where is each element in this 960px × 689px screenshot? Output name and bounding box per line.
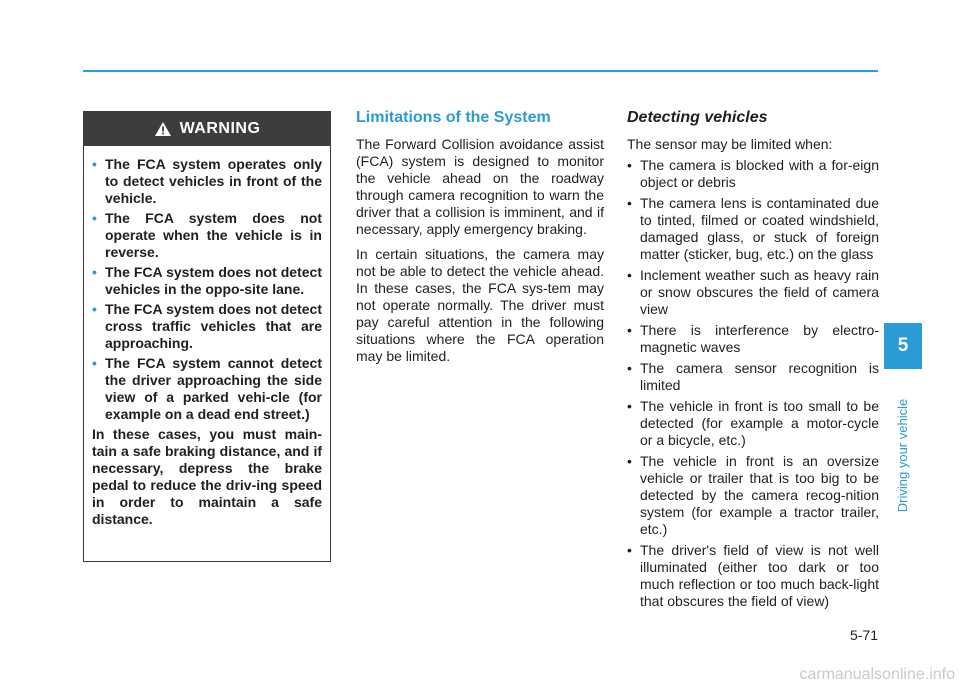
section-title: Limitations of the System <box>356 109 551 126</box>
warning-item-text: The FCA system does not detect vehicles in the oppo-site lane. <box>105 264 322 297</box>
bullet-icon: • <box>627 322 632 338</box>
list-item-text: The camera lens is contaminated due to tinted, filmed or coated windshield, damaged glass, or stuck of foreign matter (sticker, bug, etc.) on the glass <box>640 195 879 262</box>
list-item-text: The vehicle in front is too small to be detected (for example a motor-cycle or a bicycle, etc.) <box>640 398 879 448</box>
chapter-number: 5 <box>897 335 909 356</box>
intro-text: The sensor may be limited when: <box>627 136 833 152</box>
warning-body <box>84 146 330 528</box>
paragraph: The Forward Collision avoidance assist (FCA) system is designed to monitor the vehicle ahead on the roadway through camera recognition to warn the driver that a collision is imminent, and if necessary, apply emergency braking. <box>356 136 604 237</box>
list-item <box>627 360 879 394</box>
list-item <box>627 542 879 610</box>
list-item-text: The driver's field of view is not well illuminated (either too dark or too much reflection or too much back-light that obscures the field of view) <box>640 542 879 609</box>
limitations-section <box>356 109 604 373</box>
chapter-label: Driving your vehicle <box>895 398 911 513</box>
bullet-icon: • <box>627 157 632 173</box>
top-rule <box>83 70 878 72</box>
bullet-icon: • <box>92 156 97 172</box>
warning-item <box>92 264 322 298</box>
bullet-icon: • <box>627 195 632 211</box>
bullet-icon: • <box>627 398 632 414</box>
warning-title: WARNING <box>179 120 261 137</box>
list-item <box>627 398 879 449</box>
warning-item-text: The FCA system does not detect cross traffic vehicles that are approaching. <box>105 301 322 351</box>
bullet-icon: • <box>627 542 632 558</box>
bullet-icon: • <box>92 264 97 280</box>
list-item-text: There is interference by electro-magnetic waves <box>640 322 879 355</box>
bullet-icon: • <box>627 267 632 283</box>
list-item-text: The vehicle in front is an oversize vehicle or trailer that is too big to be detected by the camera recog-nition system (for example a tractor trailer, etc.) <box>640 453 879 537</box>
detecting-section <box>627 109 879 614</box>
warning-box <box>83 111 331 562</box>
list-item <box>627 453 879 538</box>
bullet-icon: • <box>627 453 632 469</box>
warning-list <box>92 156 322 423</box>
subsection-title: Detecting vehicles <box>627 109 768 126</box>
warning-header <box>84 112 330 146</box>
warning-triangle-icon <box>154 121 172 137</box>
limitation-list <box>627 157 879 610</box>
warning-item <box>92 355 322 423</box>
warning-item-text: The FCA system cannot detect the driver approaching the side view of a parked vehi-cle (for example on a dead end street.) <box>105 355 322 422</box>
watermark: carmanualsonline.info <box>799 666 955 683</box>
chapter-label-container <box>893 383 913 513</box>
bullet-icon: • <box>92 355 97 371</box>
warning-item <box>92 156 322 207</box>
list-item-text: The camera is blocked with a for-eign object or debris <box>640 157 879 190</box>
warning-item-text: The FCA system does not operate when the vehicle is in reverse. <box>105 210 322 260</box>
list-item-text: The camera sensor recognition is limited <box>640 360 879 393</box>
warning-item <box>92 301 322 352</box>
page-number: 5-71 <box>849 627 878 643</box>
list-item <box>627 322 879 356</box>
list-item <box>627 195 879 263</box>
list-item <box>627 157 879 191</box>
bullet-icon: • <box>92 210 97 226</box>
paragraph: In certain situations, the camera may not be able to detect the vehicle ahead. In these cases, the FCA sys-tem may not operate normally. The driver must pay careful attention in the following situations where the FCA operation may be limited. <box>356 246 604 364</box>
warning-item <box>92 210 322 261</box>
chapter-tab <box>884 323 922 369</box>
warning-note: In these cases, you must main-tain a safe braking distance, and if necessary, depress the brake pedal to reduce the driv-ing speed in order to maintain a safe distance. <box>92 426 322 527</box>
list-item-text: Inclement weather such as heavy rain or snow obscures the field of camera view <box>640 267 879 317</box>
bullet-icon: • <box>627 360 632 376</box>
list-item <box>627 267 879 318</box>
bullet-icon: • <box>92 301 97 317</box>
warning-item-text: The FCA system operates only to detect vehicles in front of the vehicle. <box>105 156 322 206</box>
